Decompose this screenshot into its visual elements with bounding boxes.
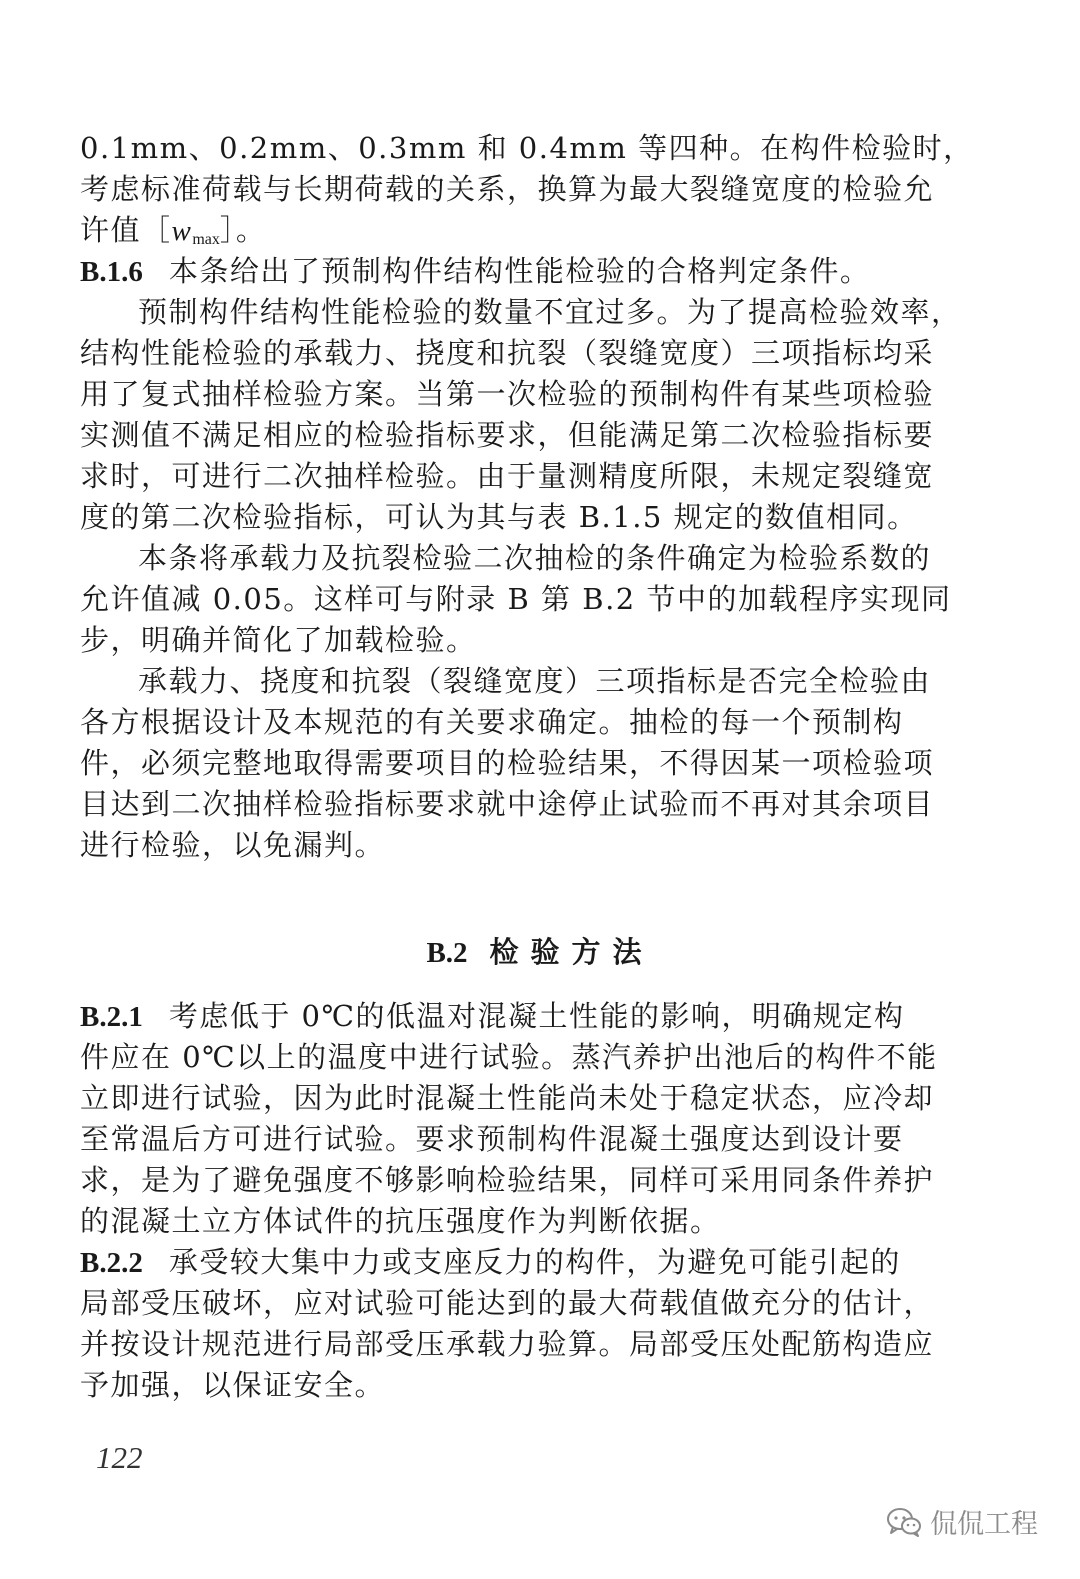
text-line: 求，是为了避免强度不够影响检验结果，同样可采用同条件养护: [80, 1163, 935, 1197]
text-line-with-formula: [80, 210, 925, 251]
text-line: 0.1mm、0.2mm、0.3mm 和 0.4mm 等四种。在构件检验时，: [80, 131, 974, 165]
text-line: 至常温后方可进行试验。要求预制构件混凝土强度达到设计要: [80, 1122, 904, 1156]
clause-id: B.2.2: [80, 1247, 143, 1279]
text-line: 结构性能检验的承载力、挠度和抗裂（裂缝宽度）三项指标均采: [80, 336, 935, 370]
text-line: 步，明确并简化了加载检验。: [80, 623, 477, 657]
text-line: 局部受压破坏，应对试验可能达到的最大荷载值做充分的估计，: [80, 1286, 935, 1320]
section-heading: [0, 930, 1080, 971]
section-title: 检验方法: [489, 935, 654, 969]
clause-id: B.2.1: [80, 1001, 143, 1033]
wechat-icon: [886, 1507, 922, 1537]
text-line: 实测值不满足相应的检验指标要求，但能满足第二次检验指标要: [80, 418, 935, 452]
body-text-lower: [80, 996, 938, 1406]
watermark-text: 侃侃工程: [930, 1509, 1038, 1540]
watermark: [886, 1502, 1038, 1541]
clause-heading-line: [80, 996, 925, 1037]
text-line: 本条将承载力及抗裂检验二次抽检的条件确定为检验系数的: [138, 541, 932, 575]
text-line: 予加强，以保证安全。: [80, 1368, 386, 1402]
clause-text: 本条给出了预制构件结构性能检验的合格判定条件。: [168, 254, 871, 288]
text-line: 允许值减 0.05。这样可与附录 B 第 B.2 节中的加载程序实现同: [80, 582, 952, 616]
text-line: 立即进行试验，因为此时混凝土性能尚未处于稳定状态，应冷却: [80, 1081, 935, 1115]
text-line: 求时，可进行二次抽样检验。由于量测精度所限，未规定裂缝宽: [80, 459, 935, 493]
text-line: 目达到二次抽样检验指标要求就中途停止试验而不再对其余项目: [80, 787, 935, 821]
text-line: 进行检验，以免漏判。: [80, 828, 386, 862]
clause-id: B.1.6: [80, 256, 143, 288]
text-line: 各方根据设计及本规范的有关要求确定。抽检的每一个预制构: [80, 705, 904, 739]
text-line: 预制构件结构性能检验的数量不宜过多。为了提高检验效率，: [138, 295, 962, 329]
text-line: 件应在 0℃以上的温度中进行试验。蒸汽养护出池后的构件不能: [80, 1040, 938, 1074]
text-line: 考虑标准荷载与长期荷载的关系，换算为最大裂缝宽度的检验允: [80, 172, 935, 206]
text-line: 承载力、挠度和抗裂（裂缝宽度）三项指标是否完全检验由: [138, 664, 932, 698]
text-line: 的混凝土立方体试件的抗压强度作为判断依据。: [80, 1204, 721, 1238]
text-line: 度的第二次检验指标，可认为其与表 B.1.5 规定的数值相同。: [80, 500, 918, 534]
clause-heading-line: [80, 1242, 925, 1283]
clause-text: 考虑低于 0℃的低温对混凝土性能的影响，明确规定构: [168, 999, 905, 1033]
text-fragment: ］。: [219, 213, 267, 247]
text-line: 用了复式抽样检验方案。当第一次检验的预制构件有某些项检验: [80, 377, 935, 411]
text-line: 件，必须完整地取得需要项目的检验结果，不得因某一项检验项: [80, 746, 935, 780]
page-number: 122: [96, 1440, 143, 1475]
clause-text: 承受较大集中力或支座反力的构件，为避免可能引起的: [168, 1245, 901, 1279]
text-line: 并按设计规范进行局部受压承载力验算。局部受压处配筋构造应: [80, 1327, 935, 1361]
text-fragment: 许值［: [80, 213, 172, 247]
formula-symbol: w: [171, 215, 193, 247]
body-text-upper: [80, 128, 974, 866]
section-number: B.2: [426, 937, 468, 969]
formula-subscript: max: [192, 231, 220, 248]
clause-heading-line: [80, 251, 925, 292]
